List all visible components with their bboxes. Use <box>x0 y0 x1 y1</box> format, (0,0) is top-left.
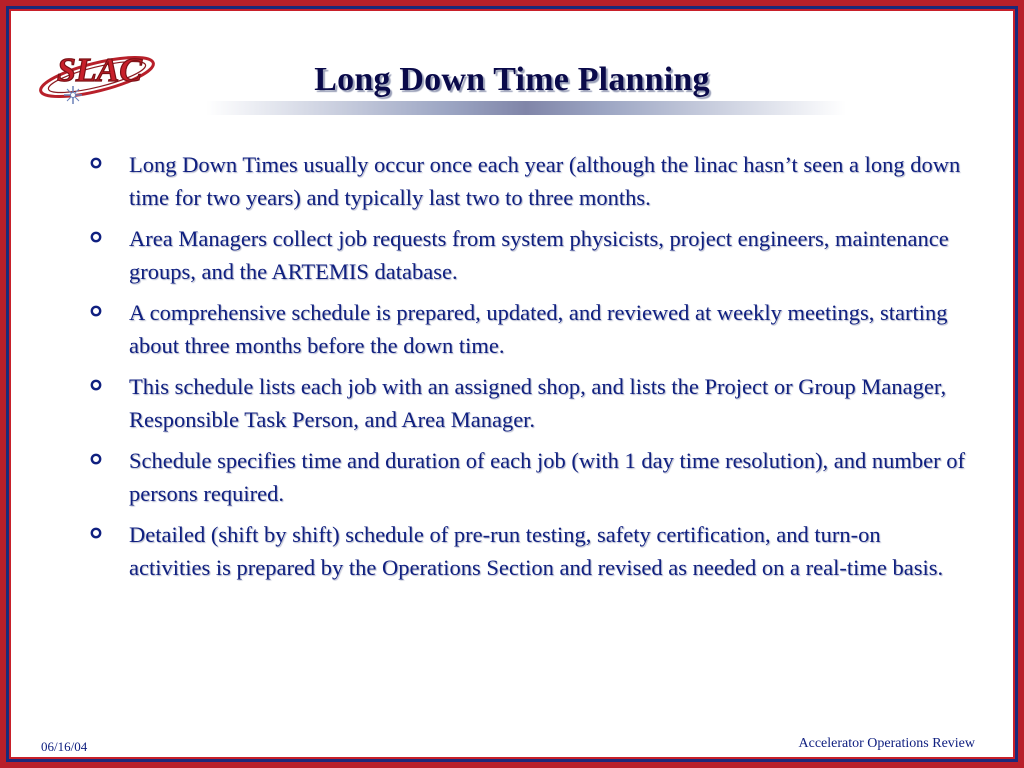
bullet-text: Schedule specifies time and duration of each job (with 1 day time resolution), and number of persons required. <box>129 448 966 506</box>
title-underline <box>206 101 846 115</box>
footer-conference: Accelerator Operations Review <box>798 736 975 751</box>
bullet-text: Area Managers collect job requests from system physicists, project engineers, maintenance groups, and the ARTEMIS database. <box>129 226 949 284</box>
slide-frame <box>6 6 1018 762</box>
bullet-item <box>87 444 967 510</box>
bullet-item <box>87 518 967 584</box>
bullet-ring-icon <box>90 379 102 391</box>
bullet-ring-icon <box>90 305 102 317</box>
bullet-item <box>87 296 967 362</box>
bullet-ring-icon <box>90 527 102 539</box>
bullet-ring-icon <box>90 157 102 169</box>
bullet-ring-icon <box>90 231 102 243</box>
slide-title: Long Down Time Planning <box>314 61 710 98</box>
bullet-item <box>87 370 967 436</box>
bullet-text: A comprehensive schedule is prepared, updated, and reviewed at weekly meetings, starting about three months before the down time. <box>129 300 948 358</box>
bullet-text: Detailed (shift by shift) schedule of pre-run testing, safety certification, and turn-on activities is prepared by the Operations Section and revised as needed on a real-time basis. <box>129 522 944 580</box>
bullet-item <box>87 222 967 288</box>
slide-canvas <box>9 9 1015 759</box>
bullet-item <box>87 148 967 214</box>
bullet-text: Long Down Times usually occur once each year (although the linac hasn’t seen a long down time for two years) and typically last two to three months. <box>129 152 961 210</box>
bullet-ring-icon <box>90 453 102 465</box>
svg-text:SLAC: SLAC <box>57 52 143 89</box>
bullet-text: This schedule lists each job with an assigned shop, and lists the Project or Group Manager, Responsible Task Person, and Area Manager. <box>129 374 947 432</box>
bullet-list <box>87 148 967 592</box>
footer-date: 06/16/04 <box>41 739 88 754</box>
